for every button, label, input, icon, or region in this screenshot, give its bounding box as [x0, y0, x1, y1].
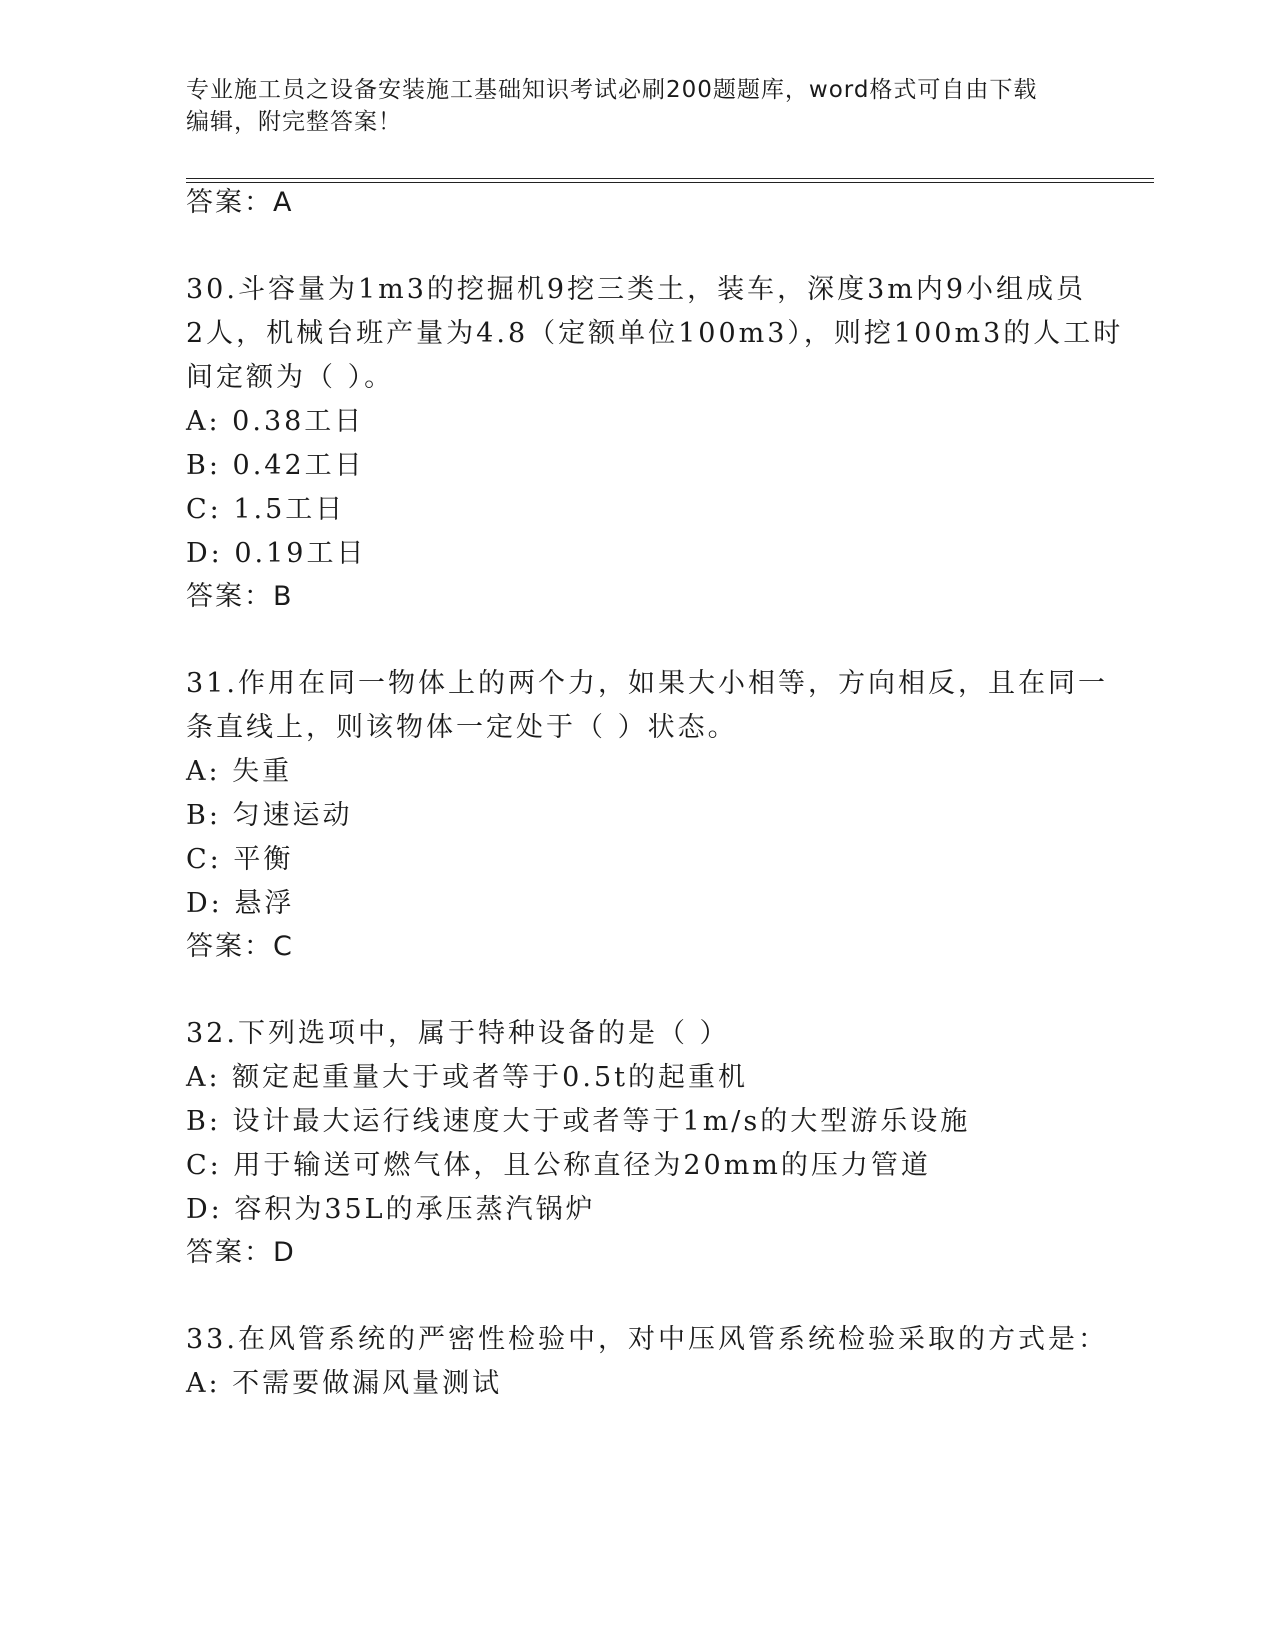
- question-30-option-b: B: 0.42工日: [186, 450, 365, 481]
- question-32-option-d: D: 容积为35L的承压蒸汽锅炉: [186, 1194, 596, 1225]
- question-31-stem-line-1: 31.作用在同一物体上的两个力，如果大小相等，方向相反，且在同一: [186, 668, 1108, 699]
- question-32-option-a: A: 额定起重量大于或者等于0.5t的起重机: [186, 1062, 748, 1093]
- question-30-answer: 答案：B: [186, 581, 294, 612]
- question-32-stem-line-1: 32.下列选项中，属于特种设备的是（ ）: [186, 1018, 730, 1049]
- question-33-stem-line-1: 33.在风管系统的严密性检验中，对中压风管系统检验采取的方式是：: [186, 1324, 1108, 1355]
- answer-previous: 答案：A: [186, 187, 294, 218]
- question-31-option-d: D: 悬浮: [186, 888, 295, 919]
- question-31-stem-line-2: 条直线上，则该物体一定处于（ ）状态。: [186, 712, 738, 743]
- header-title-line-2: 编辑，附完整答案！: [186, 109, 402, 135]
- question-32-option-c: C: 用于输送可燃气体，且公称直径为20mm的压力管道: [186, 1150, 931, 1181]
- question-30-option-d: D: 0.19工日: [186, 538, 367, 569]
- question-33-option-a: A: 不需要做漏风量测试: [186, 1368, 503, 1399]
- question-31-option-a: A: 失重: [186, 756, 293, 787]
- header-divider-bottom: [186, 182, 1154, 183]
- question-32-answer: 答案：D: [186, 1237, 296, 1268]
- header-title-line-1: 专业施工员之设备安装施工基础知识考试必刷200题题库，word格式可自由下载: [186, 77, 1038, 103]
- question-30-option-a: A: 0.38工日: [186, 406, 365, 437]
- question-31-option-c: C: 平衡: [186, 844, 294, 875]
- question-30-stem-line-3: 间定额为（ ）。: [186, 362, 395, 393]
- question-30-option-c: C: 1.5工日: [186, 494, 346, 525]
- question-30-stem-line-2: 2人，机械台班产量为4.8（定额单位100m3），则挖100m3的人工时: [186, 318, 1124, 349]
- question-31-answer: 答案：C: [186, 931, 294, 962]
- question-30-stem-line-1: 30.斗容量为1m3的挖掘机9挖三类土，装车，深度3m内9小组成员: [186, 274, 1087, 305]
- header-divider-top: [186, 178, 1154, 179]
- question-32-option-b: B: 设计最大运行线速度大于或者等于1m/s的大型游乐设施: [186, 1106, 971, 1137]
- question-31-option-b: B: 匀速运动: [186, 800, 353, 831]
- page-header: [186, 74, 1066, 138]
